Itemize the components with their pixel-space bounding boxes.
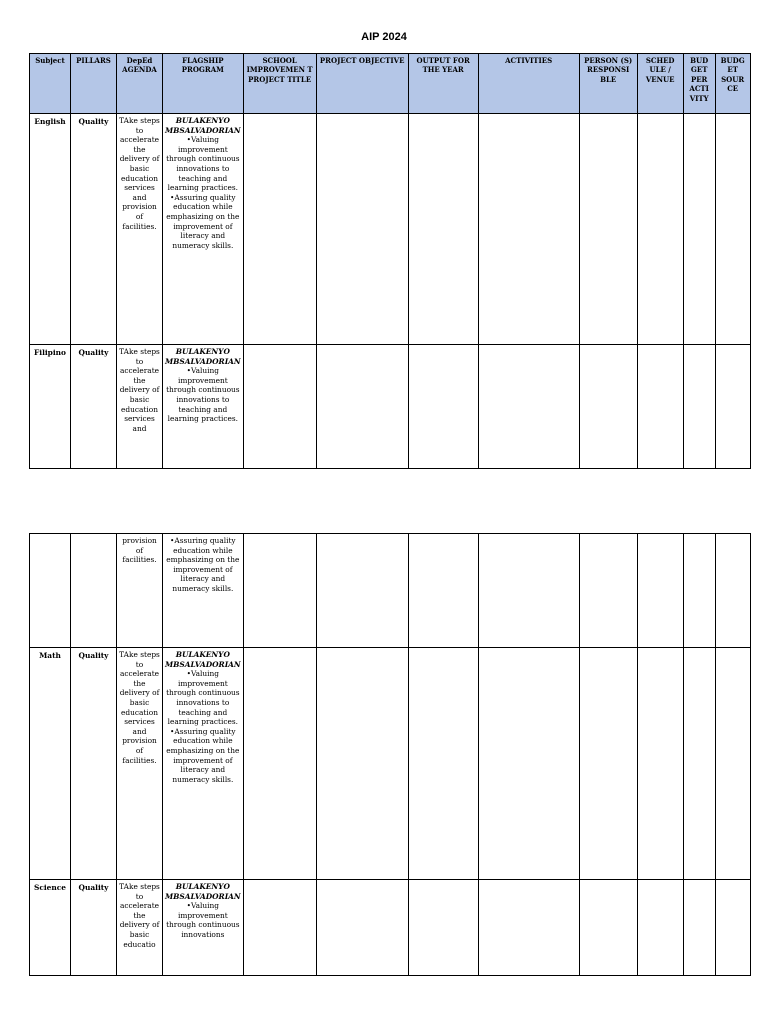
flagship-title: BULAKENYO xyxy=(175,347,230,356)
project-objective-cell xyxy=(316,534,408,648)
agenda-cell: TAke steps to accelerate the delivery of basic educatio xyxy=(117,880,163,976)
pillar-cell xyxy=(71,534,117,648)
budget-cell xyxy=(683,648,715,880)
flagship-subtitle: MBSALVADORIAN xyxy=(165,125,241,135)
flagship-cell xyxy=(163,345,244,469)
header-schedule-venue: SCHED ULE / VENUE xyxy=(637,54,683,114)
table-row xyxy=(30,114,751,345)
header-output-for-the-year: OUTPUT FOR THE YEAR xyxy=(408,54,478,114)
flagship-cell xyxy=(163,648,244,880)
agenda-cell: TAke steps to accelerate the delivery of basic education services and provision of facilities. xyxy=(117,648,163,880)
header-budget-source: BUDG ET SOUR CE xyxy=(715,54,750,114)
flagship-cell xyxy=(163,114,244,345)
output-cell xyxy=(408,880,478,976)
aip-table-page-2 xyxy=(29,533,751,976)
agenda-cell: provision of facilities. xyxy=(117,534,163,648)
persons-responsible-cell xyxy=(579,648,637,880)
flagship-line: •Valuing improvement through continuous innovations xyxy=(166,901,240,939)
table-row xyxy=(30,648,751,880)
output-cell xyxy=(408,648,478,880)
schedule-cell xyxy=(637,534,683,648)
flagship-line: •Valuing improvement through continuous innovations to teaching and learning practices. xyxy=(166,366,240,424)
project-title-cell xyxy=(243,114,316,345)
header-activities: ACTIVITIES xyxy=(478,54,579,114)
budget-source-cell xyxy=(715,648,750,880)
schedule-cell xyxy=(637,345,683,469)
flagship-subtitle: MBSALVADORIAN xyxy=(165,356,241,366)
project-title-cell xyxy=(243,534,316,648)
header-project-objective: PROJECT OBJECTIVE xyxy=(316,54,408,114)
header-pillars: PILLARS xyxy=(71,54,117,114)
flagship-line: •Assuring quality education while emphasizing on the improvement of literacy and numeracy skills. xyxy=(166,192,240,250)
header-persons-responsible: PERSON (S) RESPONSI BLE xyxy=(579,54,637,114)
project-title-cell xyxy=(243,880,316,976)
header-budget-per-activity: BUD GET PER ACTI VITY xyxy=(683,54,715,114)
pillar-cell: Quality xyxy=(71,880,117,976)
flagship-line: •Assuring quality education while emphasizing on the improvement of literacy and numeracy skills. xyxy=(166,536,240,593)
project-objective-cell xyxy=(316,345,408,469)
activities-cell xyxy=(478,114,579,345)
persons-responsible-cell xyxy=(579,880,637,976)
table-row xyxy=(30,534,751,648)
activities-cell xyxy=(478,345,579,469)
subject-cell xyxy=(30,534,71,648)
agenda-cell: TAke steps to accelerate the delivery of basic education services and provision of facilities. xyxy=(117,114,163,345)
pillar-cell: Quality xyxy=(71,345,117,469)
header-flagship-program: FLAGSHIP PROGRAM xyxy=(163,54,244,114)
flagship-cell xyxy=(163,880,244,976)
pillar-cell: Quality xyxy=(71,648,117,880)
subject-cell: Filipino xyxy=(30,345,71,469)
budget-source-cell xyxy=(715,534,750,648)
budget-source-cell xyxy=(715,345,750,469)
header-deped-agenda: DepEd AGENDA xyxy=(117,54,163,114)
output-cell xyxy=(408,345,478,469)
aip-table-page-1 xyxy=(29,53,751,469)
subject-cell: English xyxy=(30,114,71,345)
budget-cell xyxy=(683,534,715,648)
flagship-subtitle: MBSALVADORIAN xyxy=(165,891,241,901)
budget-cell xyxy=(683,345,715,469)
flagship-subtitle: MBSALVADORIAN xyxy=(165,659,241,669)
subject-cell: Math xyxy=(30,648,71,880)
activities-cell xyxy=(478,880,579,976)
table-header-row xyxy=(30,54,751,114)
document-title: AIP 2024 xyxy=(361,31,407,43)
pillar-cell: Quality xyxy=(71,114,117,345)
budget-source-cell xyxy=(715,880,750,976)
budget-cell xyxy=(683,114,715,345)
output-cell xyxy=(408,534,478,648)
table-row xyxy=(30,345,751,469)
output-cell xyxy=(408,114,478,345)
schedule-cell xyxy=(637,648,683,880)
flagship-title: BULAKENYO xyxy=(175,116,230,125)
agenda-cell: TAke steps to accelerate the delivery of basic education services and xyxy=(117,345,163,469)
project-objective-cell xyxy=(316,648,408,880)
activities-cell xyxy=(478,534,579,648)
project-title-cell xyxy=(243,648,316,880)
schedule-cell xyxy=(637,114,683,345)
header-school-improvement-project-title: SCHOOL IMPROVEMEN T PROJECT TITLE xyxy=(243,54,316,114)
flagship-title: BULAKENYO xyxy=(175,882,230,891)
flagship-line: •Assuring quality education while emphasizing on the improvement of literacy and numeracy skills. xyxy=(166,726,240,784)
flagship-title: BULAKENYO xyxy=(175,650,230,659)
subject-cell: Science xyxy=(30,880,71,976)
table-row xyxy=(30,880,751,976)
header-subject: Subject xyxy=(30,54,71,114)
project-title-cell xyxy=(243,345,316,469)
budget-cell xyxy=(683,880,715,976)
activities-cell xyxy=(478,648,579,880)
persons-responsible-cell xyxy=(579,114,637,345)
flagship-cell xyxy=(163,534,244,648)
project-objective-cell xyxy=(316,880,408,976)
flagship-line: •Valuing improvement through continuous innovations to teaching and learning practices. xyxy=(166,135,240,193)
schedule-cell xyxy=(637,880,683,976)
flagship-line: •Valuing improvement through continuous innovations to teaching and learning practices. xyxy=(166,669,240,727)
persons-responsible-cell xyxy=(579,534,637,648)
persons-responsible-cell xyxy=(579,345,637,469)
project-objective-cell xyxy=(316,114,408,345)
budget-source-cell xyxy=(715,114,750,345)
